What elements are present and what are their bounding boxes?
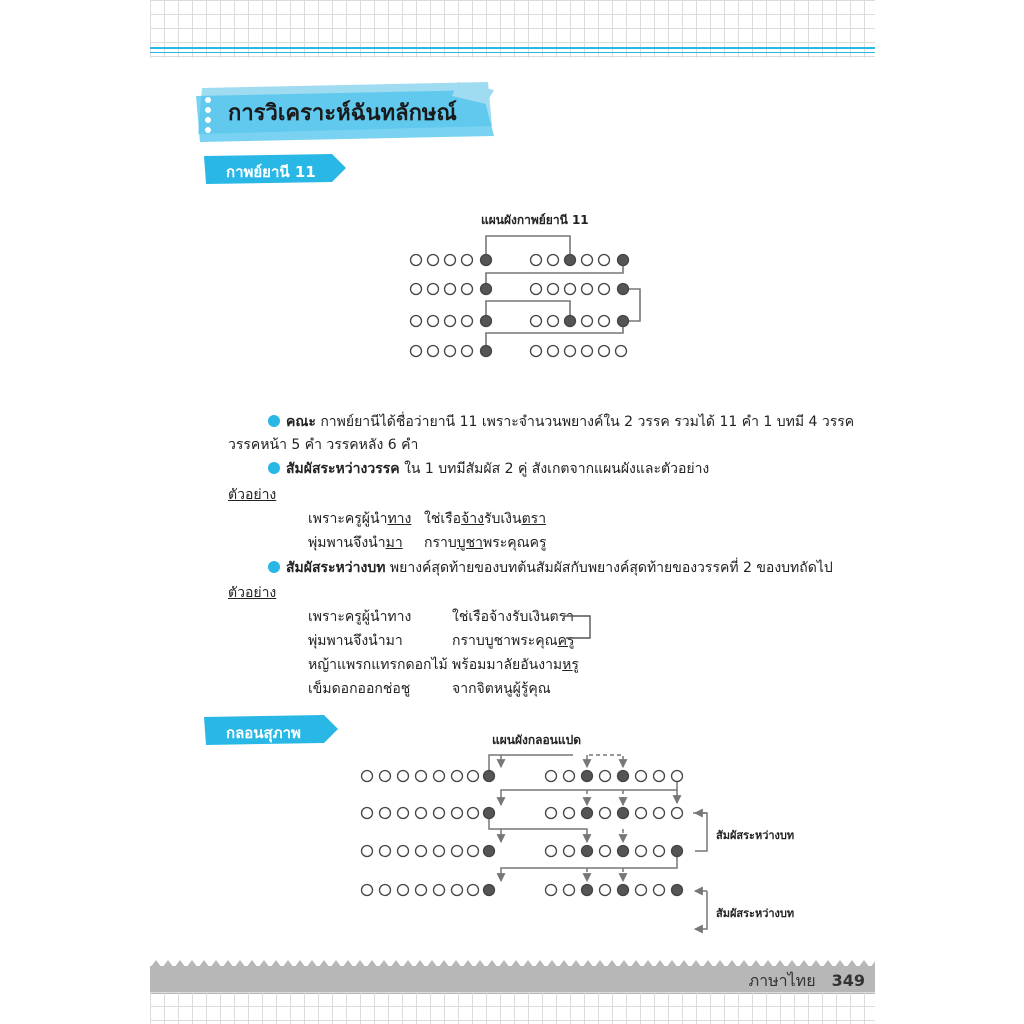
- footer-band: [150, 966, 875, 994]
- term-khana: คณะ: [286, 414, 316, 430]
- bullet-khana: [268, 411, 854, 433]
- example2-r1b: ใช่เรือจ้างรับเงินตรา: [452, 609, 575, 625]
- text-samphat-bot: พยางค์สุดท้ายของบทต้นสัมผัสกับพยางค์สุดท้ายของวรรคที่ 2 ของบทถัดไป: [385, 560, 833, 576]
- bullet-khana-cont: วรรคหน้า 5 คำ วรรคหลัง 6 คำ: [228, 437, 419, 453]
- bullet-samphat-bot: [268, 557, 833, 579]
- example2-r3a: หญ้าแพรกแทรกดอกไม้: [308, 657, 448, 673]
- rhyme-bracket-icon: [562, 612, 596, 642]
- example-label-1: ตัวอย่าง: [228, 487, 277, 503]
- term-samphat-wak: สัมผัสระหว่างวรรค: [286, 461, 400, 477]
- example-label-2: ตัวอย่าง: [228, 585, 277, 601]
- header-rule-thin: [150, 52, 875, 53]
- example2-r3b: พร้อมมาลัยอันงามหรู: [452, 657, 579, 673]
- example2-r4a: เข็มดอกออกช่อชู: [308, 681, 411, 697]
- bullet-samphat-wak: [268, 458, 709, 480]
- text-khana: กาพย์ยานีได้ชื่อว่ายานี 11 เพราะจำนวนพยางค์ใน 2 วรรค รวมได้ 11 คำ 1 บทมี 4 วรรค: [315, 414, 855, 430]
- kaap-yanee-diagram: [400, 225, 660, 365]
- example1-line1a: เพราะครูผู้นำทาง: [308, 511, 412, 527]
- header-rule: [150, 47, 875, 49]
- section-label-kaap-yanee: กาพย์ยานี 11: [226, 163, 316, 181]
- footer-text: [749, 969, 865, 994]
- bullet-dot-icon: [268, 415, 280, 427]
- section-label-klon-suphap: กลอนสุภาพ: [226, 724, 301, 742]
- diagram-title-kaap-yanee: แผนผังกาพย์ยานี 11: [481, 213, 589, 227]
- example2-r2b: กราบบูชาพระคุณครู: [452, 633, 575, 649]
- note-samphat-bot-2: สัมผัสระหว่างบท: [716, 907, 795, 920]
- example1-line2a: พุ่มพานจึงนำมา: [308, 535, 403, 551]
- bullet-dot-icon: [268, 561, 280, 573]
- example2-r1a: เพราะครูผู้นำทาง: [308, 609, 412, 625]
- term-samphat-bot: สัมผัสระหว่างบท: [286, 560, 386, 576]
- example2-r4b: จากจิตหนูผู้รู้คุณ: [452, 681, 551, 697]
- page-number: 349: [831, 971, 865, 990]
- footer-subject: ภาษาไทย: [748, 971, 816, 990]
- header-grid: [150, 0, 875, 58]
- example1-line2b: กราบบูชาพระคุณครู: [424, 535, 547, 551]
- bullet-dot-icon: [268, 462, 280, 474]
- example1-line1b: ใช่เรือจ้างรับเงินตรา: [424, 511, 547, 527]
- diagram-title-klon-paet: แผนผังกลอนแปด: [492, 733, 582, 747]
- page-title: การวิเคราะห์ฉันทลักษณ์: [228, 101, 457, 126]
- example2-r2a: พุ่มพานจึงนำมา: [308, 633, 403, 649]
- text-samphat-wak: ใน 1 บทมีสัมผัส 2 คู่ สังเกตจากแผนผังและตัวอย่าง: [399, 461, 710, 477]
- footer-grid: [150, 992, 875, 1024]
- note-samphat-bot-1: สัมผัสระหว่างบท: [716, 829, 795, 842]
- klon-paet-diagram: [355, 745, 715, 935]
